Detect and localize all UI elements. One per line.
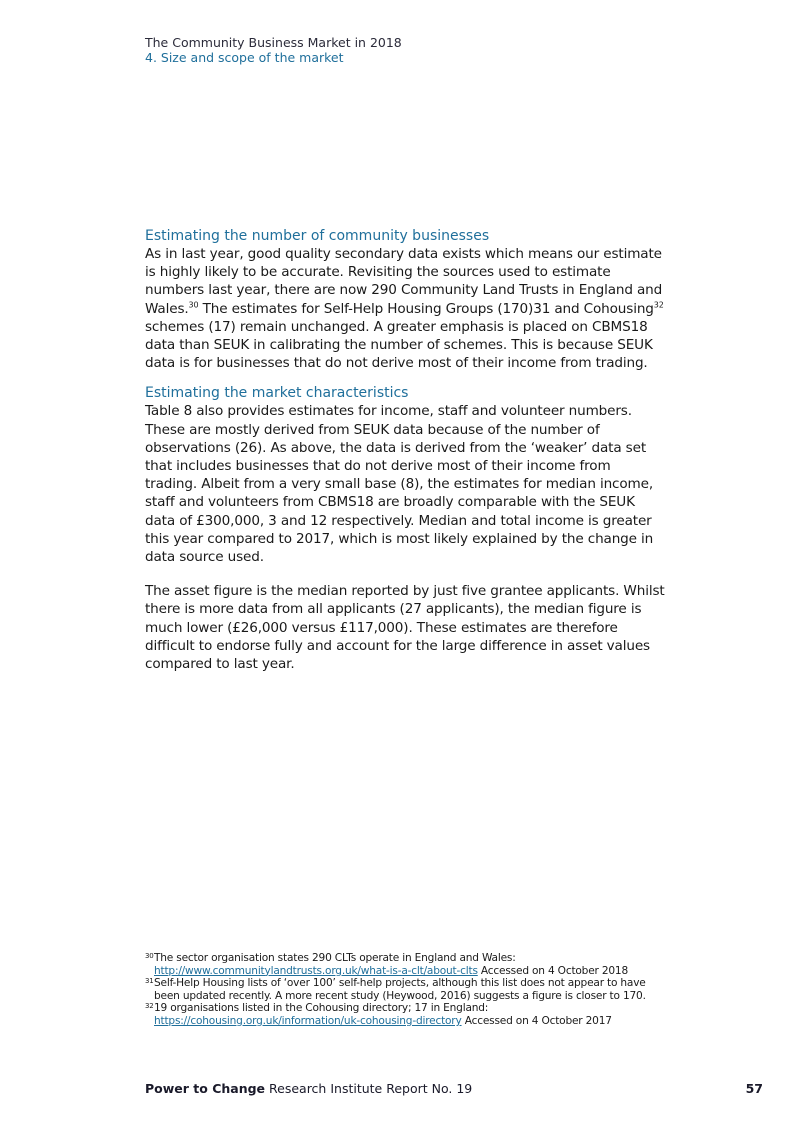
paragraph-text: As in last year, good quality secondary data exists which means our estimate is highly likely to be accurate. Revisiting the sources used to estimate numbers last year, there are now 290 Community Land Trusts in England and Wales. — [145, 246, 663, 317]
section-heading-characteristics: Estimating the market characteristics — [145, 385, 409, 402]
paragraph-asset-figure: The asset figure is the median reported by just five grantee applicants. Whilst there is more data from all applicants (27 applicants), the median figure is much lower (£26,000 versus £117,000). These estimates are therefore difficult to endorse fully and account for the large difference in asset values compared to last year. — [145, 583, 665, 673]
paragraph-text: schemes (17) remain unchanged. A greater emphasis is placed on CBMS18 data than SEUK in calibrating the number of schemes. This is because SEUK data is for businesses that do not derive most of their income from trading. — [145, 318, 653, 372]
paragraph-market-characteristics: Table 8 also provides estimates for income, staff and volunteer numbers. These are mostly derived from SEUK data because of the number of observations (26). As above, the data is derived from the ‘weaker’ data set that includes businesses that do not derive most of their income from trading. Albeit from a very small base (8), the estimates for median income, staff and volunteers from CBMS18 are broadly comparable with the SEUK data of £300,000, 3 and 12 respectively. Median and total income is greater this year compared to 2017, which is most likely explained by the change in data source used. — [145, 403, 654, 566]
page-footer — [145, 1081, 763, 1097]
footnote-number: 30 — [145, 952, 154, 960]
footnote-text: The sector organisation states 290 CLTs operate in England and Wales: — [154, 952, 516, 964]
footnote-32 — [145, 1002, 665, 1027]
footnote-accessed: Accessed on 4 October 2018 — [477, 964, 629, 977]
footnote-text: 19 organisations listed in the Cohousing directory; 17 in England: — [154, 1002, 489, 1015]
footnote-ref-30[interactable]: 30 — [188, 300, 199, 310]
section-heading-number: Estimating the number of community businesses — [145, 228, 490, 244]
footnote-number: 32 — [145, 1002, 154, 1011]
page-header — [145, 35, 402, 65]
footnote-ref-32[interactable]: 32 — [653, 300, 664, 310]
paragraph-text: The estimates for Self-Help Housing Groups (170)31 and Cohousing — [198, 300, 654, 317]
footnote-31 — [145, 977, 665, 1002]
main-content — [145, 227, 665, 673]
footnote-30 — [145, 952, 665, 977]
footnote-link-cohousing[interactable]: https://cohousing.org.uk/information/uk-cohousing-directory — [154, 1014, 462, 1027]
footnote-link-clt[interactable]: http://www.communitylandtrusts.org.uk/what-is-a-clt/about-clts — [154, 964, 478, 977]
footnote-accessed: Accessed on 4 October 2017 — [461, 1014, 612, 1027]
chapter-title: 4. Size and scope of the market — [145, 50, 344, 65]
paragraph-number-estimate — [145, 245, 665, 372]
footer-report-title: Research Institute Report No. 19 — [265, 1081, 473, 1096]
footnote-number: 31 — [145, 977, 154, 986]
footnote-text: Self-Help Housing lists of ‘over 100’ self-help projects, although this list does not appear to have been updated recently. A more recent study (Heywood, 2016) suggests a figure is closer to 170. — [154, 977, 646, 1002]
footer-brand: Power to Change — [145, 1081, 266, 1096]
footnotes — [145, 952, 665, 1028]
page-number: 57 — [745, 1081, 763, 1096]
document-title: The Community Business Market in 2018 — [145, 35, 402, 50]
